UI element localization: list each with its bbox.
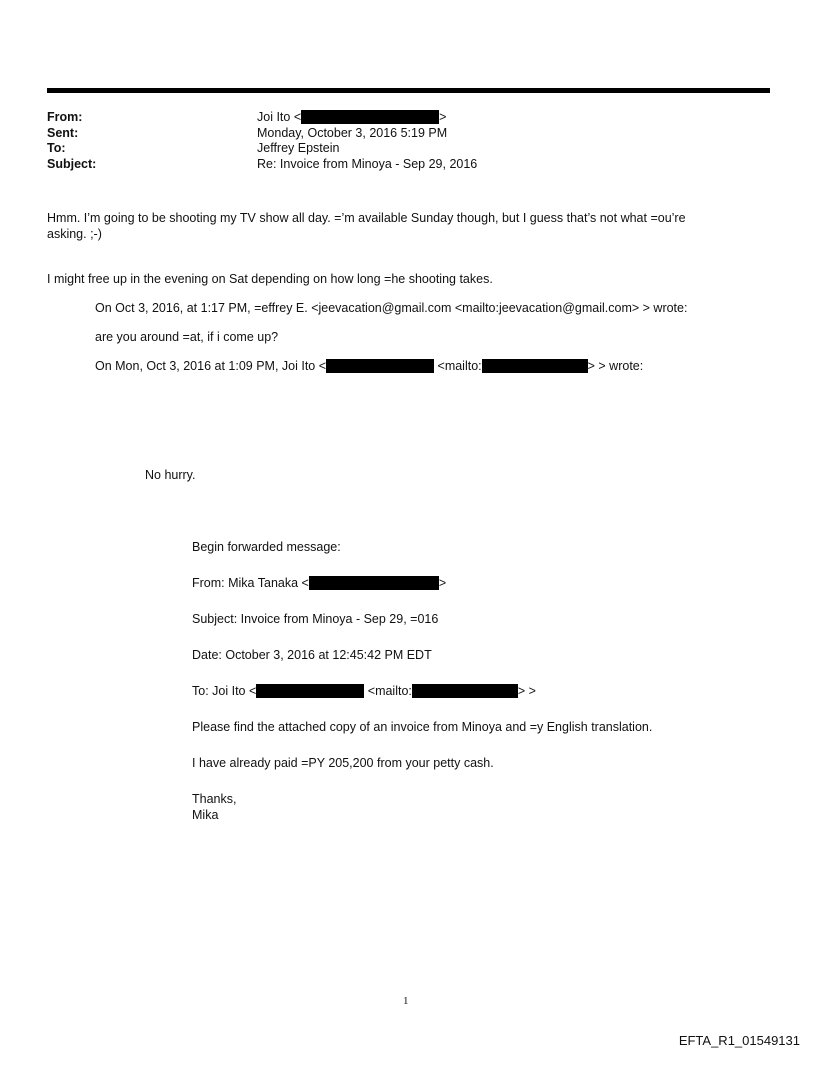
redaction-box bbox=[309, 576, 439, 590]
quote-header bbox=[95, 359, 643, 374]
forwarded-to bbox=[192, 684, 536, 699]
quote-text: No hurry. bbox=[145, 468, 196, 482]
from-name: Joi Ito < bbox=[257, 110, 302, 124]
redaction-box bbox=[412, 684, 518, 698]
from-value bbox=[257, 110, 446, 125]
forwarded-body: Please find the attached copy of an invoice from Minoya and =y English translation. bbox=[192, 720, 653, 734]
body-text: Hmm. I’m going to be shooting my TV show all day. =’m available Sunday though, but I guess that’s not what =ou’re bbox=[47, 211, 686, 225]
forwarded-subject: Subject: Invoice from Minoya - Sep 29, =016 bbox=[192, 612, 439, 626]
sent-value: Monday, October 3, 2016 5:19 PM bbox=[257, 126, 448, 140]
forwarded-thanks: Thanks, bbox=[192, 792, 237, 806]
quote-header-part: > > wrote: bbox=[587, 359, 644, 373]
from-label: From: bbox=[47, 110, 83, 124]
quote-header-part: On Mon, Oct 3, 2016 at 1:09 PM, Joi Ito < bbox=[95, 359, 327, 373]
forwarded-signature: Mika bbox=[192, 808, 219, 822]
quote-text: are you around =at, if i come up? bbox=[95, 330, 279, 344]
forwarded-from-name: From: Mika Tanaka < bbox=[192, 576, 309, 590]
redaction-box bbox=[482, 359, 588, 373]
forwarded-from bbox=[192, 576, 446, 591]
forwarded-to-part: > > bbox=[517, 684, 536, 698]
forwarded-to-part: <mailto: bbox=[367, 684, 412, 698]
forwarded-body: I have already paid =PY 205,200 from your petty cash. bbox=[192, 756, 494, 770]
redaction-box bbox=[326, 359, 434, 373]
to-label: To: bbox=[47, 141, 66, 155]
forwarded-to-part: To: Joi Ito < bbox=[192, 684, 257, 698]
forwarded-date: Date: October 3, 2016 at 12:45:42 PM EDT bbox=[192, 648, 432, 662]
document-id: EFTA_R1_01549131 bbox=[678, 1033, 800, 1048]
sent-label: Sent: bbox=[47, 126, 79, 140]
redaction-box bbox=[301, 110, 439, 124]
subject-value: Re: Invoice from Minoya - Sep 29, 2016 bbox=[257, 157, 478, 171]
subject-label: Subject: bbox=[47, 157, 97, 171]
body-text: asking. ;-) bbox=[47, 227, 102, 241]
quote-header-part: <mailto: bbox=[437, 359, 482, 373]
redaction-box bbox=[256, 684, 364, 698]
to-value: Jeffrey Epstein bbox=[257, 141, 340, 155]
forwarded-from-close: > bbox=[438, 576, 447, 590]
from-close: > bbox=[439, 110, 447, 124]
header-rule bbox=[47, 88, 770, 93]
forwarded-title: Begin forwarded message: bbox=[192, 540, 341, 554]
quote-header: On Oct 3, 2016, at 1:17 PM, =effrey E. <jeevacation@gmail.com <mailto:jeevacation@gmail.com> > wrote: bbox=[95, 301, 688, 315]
body-text: I might free up in the evening on Sat depending on how long =he shooting takes. bbox=[47, 272, 493, 286]
page-number: 1 bbox=[403, 995, 409, 1007]
